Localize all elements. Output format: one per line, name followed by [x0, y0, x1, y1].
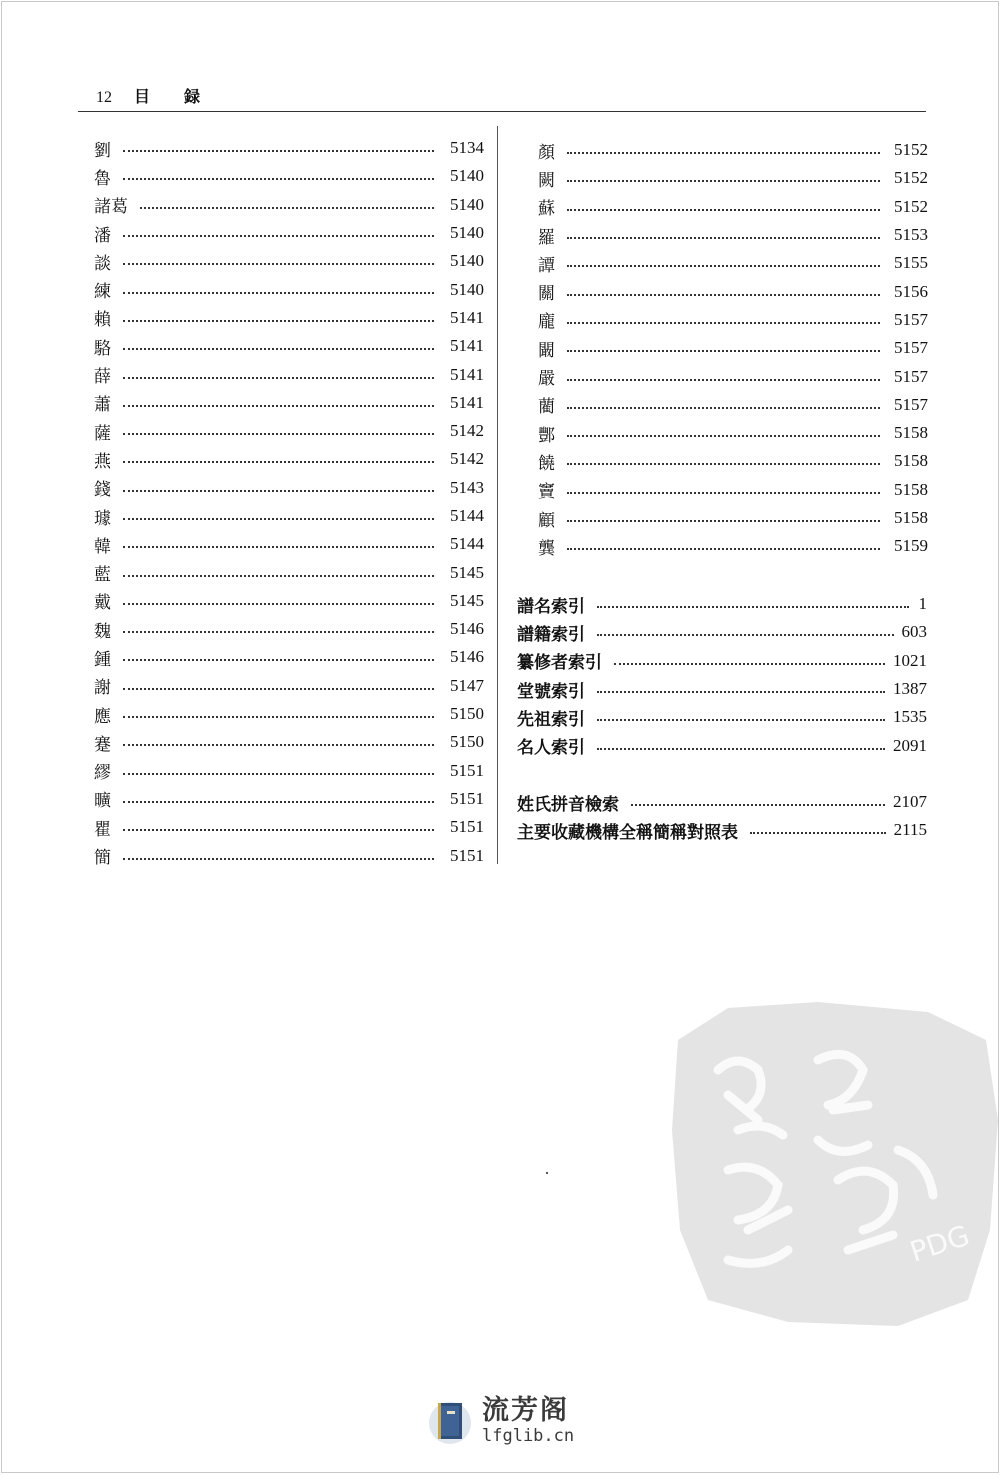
entry-name: 戴 — [94, 593, 111, 614]
pdg-watermark-stamp — [668, 1000, 1002, 1330]
toc-entry[interactable] — [517, 618, 927, 646]
footer-logo[interactable] — [428, 1394, 574, 1448]
entry-page-number: 5157 — [894, 394, 928, 414]
entry-name: 顧 — [538, 510, 555, 531]
toc-entry[interactable] — [538, 532, 928, 560]
entry-name: 薩 — [94, 423, 111, 444]
entry-name: 先祖索引 — [517, 709, 585, 730]
column-divider — [497, 126, 498, 864]
toc-entry[interactable] — [94, 672, 484, 700]
dot-leader — [123, 829, 434, 831]
entry-page-number: 2091 — [893, 735, 927, 755]
toc-entry[interactable] — [94, 247, 484, 275]
entry-name: 魏 — [94, 621, 111, 642]
toc-entry[interactable] — [538, 306, 928, 334]
toc-entry[interactable] — [538, 362, 928, 390]
entry-page-number: 5142 — [450, 421, 484, 441]
dot-leader — [567, 463, 880, 465]
dot-leader — [567, 520, 880, 522]
appendix-list — [517, 788, 927, 845]
toc-entry[interactable] — [538, 193, 928, 221]
entry-name: 藍 — [94, 565, 111, 586]
page-number: 12 — [96, 89, 112, 106]
entry-name: 潘 — [94, 225, 111, 246]
dot-leader — [567, 265, 880, 267]
toc-entry[interactable] — [94, 615, 484, 643]
entry-name: 鍾 — [94, 649, 111, 670]
toc-entry[interactable] — [94, 191, 484, 219]
entry-name: 謝 — [94, 678, 111, 699]
entry-page-number: 1 — [918, 594, 927, 614]
toc-entry[interactable] — [517, 703, 927, 731]
entry-page-number: 5144 — [450, 534, 484, 554]
dot-leader — [123, 292, 434, 294]
toc-entry[interactable] — [94, 389, 484, 417]
toc-entry[interactable] — [94, 275, 484, 303]
dot-leader — [123, 518, 434, 520]
dot-leader — [567, 294, 880, 296]
entry-page-number: 5140 — [450, 194, 484, 214]
entry-name: 譜籍索引 — [517, 624, 585, 645]
page-title-char-2: 録 — [184, 87, 201, 106]
entry-page-number: 5152 — [894, 168, 928, 188]
toc-entry[interactable] — [94, 785, 484, 813]
dot-leader — [123, 377, 434, 379]
entry-page-number: 2107 — [893, 792, 927, 812]
dot-leader — [123, 688, 434, 690]
entry-page-number: 5152 — [894, 140, 928, 160]
toc-entry[interactable] — [94, 474, 484, 502]
toc-entry[interactable] — [517, 675, 927, 703]
entry-page-number: 5146 — [450, 619, 484, 639]
entry-name: 曠 — [94, 791, 111, 812]
entry-page-number: 5151 — [450, 788, 484, 808]
entry-page-number: 5146 — [450, 647, 484, 667]
entry-page-number: 5153 — [894, 225, 928, 245]
toc-entry[interactable] — [94, 558, 484, 586]
entry-page-number: 5140 — [450, 279, 484, 299]
entry-name: 譚 — [538, 255, 555, 276]
dot-leader — [123, 631, 434, 633]
dot-leader — [567, 322, 880, 324]
book-icon — [428, 1397, 472, 1445]
logo-url[interactable]: lfglib.cn — [482, 1426, 575, 1446]
watermark-pdg-text: PDG — [905, 1218, 974, 1269]
toc-left-column — [94, 134, 484, 870]
entry-name: 龔 — [538, 538, 555, 559]
dot-leader — [123, 603, 434, 605]
entry-page-number: 5158 — [894, 451, 928, 471]
entry-page-number: 5147 — [450, 675, 484, 695]
toc-entry[interactable] — [538, 277, 928, 305]
entry-name: 賴 — [94, 310, 111, 331]
entry-page-number: 5150 — [450, 704, 484, 724]
dot-leader — [123, 490, 434, 492]
entry-page-number: 5159 — [894, 536, 928, 556]
dot-leader — [567, 492, 880, 494]
entry-name: 酆 — [538, 425, 555, 446]
entry-name: 堂號索引 — [517, 681, 585, 702]
toc-entry[interactable] — [538, 221, 928, 249]
toc-entry[interactable] — [538, 391, 928, 419]
toc-entry[interactable] — [94, 134, 484, 162]
entry-page-number: 5140 — [450, 166, 484, 186]
entry-name: 關 — [538, 284, 555, 305]
dot-leader — [123, 801, 434, 803]
toc-entry[interactable] — [538, 249, 928, 277]
entry-name: 駱 — [94, 338, 111, 359]
entry-name: 譜名索引 — [517, 596, 585, 617]
dot-leader — [567, 209, 880, 211]
toc-entry[interactable] — [538, 164, 928, 192]
page-header — [96, 84, 200, 108]
entry-page-number: 5141 — [450, 336, 484, 356]
scan-speck — [546, 1172, 548, 1174]
toc-entry[interactable] — [517, 788, 927, 816]
dot-leader — [123, 405, 434, 407]
entry-name: 韓 — [94, 536, 111, 557]
toc-right-column — [538, 136, 928, 560]
entry-name: 竇 — [538, 482, 555, 503]
toc-entry[interactable] — [94, 360, 484, 388]
entry-page-number: 5140 — [450, 223, 484, 243]
logo-name: 流芳阁 — [482, 1395, 569, 1426]
entry-name: 主要收藏機構全稱簡稱對照表 — [517, 822, 738, 843]
dot-leader — [614, 663, 885, 665]
dot-leader — [631, 804, 885, 806]
entry-name: 練 — [94, 282, 111, 303]
entry-page-number: 5142 — [450, 449, 484, 469]
entry-name: 纂修者索引 — [517, 653, 602, 674]
dot-leader — [567, 548, 880, 550]
entry-name: 闕 — [538, 170, 555, 191]
dot-leader — [123, 744, 434, 746]
toc-entry[interactable] — [94, 445, 484, 473]
dot-leader — [597, 748, 885, 750]
entry-name: 顏 — [538, 142, 555, 163]
dot-leader — [597, 719, 885, 721]
entry-name: 劉 — [94, 140, 111, 161]
dot-leader — [123, 461, 434, 463]
entry-page-number: 5150 — [450, 732, 484, 752]
toc-entry[interactable] — [517, 647, 927, 675]
toc-entry[interactable] — [94, 219, 484, 247]
toc-entry[interactable] — [94, 530, 484, 558]
entry-page-number: 5158 — [894, 508, 928, 527]
entry-name: 諸葛 — [94, 197, 128, 218]
dot-leader — [567, 379, 880, 381]
dot-leader — [123, 433, 434, 435]
toc-entry[interactable] — [538, 476, 928, 504]
entry-page-number: 1021 — [893, 650, 927, 670]
toc-entry[interactable] — [517, 590, 927, 618]
dot-leader — [597, 634, 894, 636]
entry-name: 魯 — [94, 168, 111, 189]
toc-entry[interactable] — [538, 419, 928, 447]
entry-name: 蕭 — [94, 395, 111, 416]
entry-page-number: 1387 — [893, 679, 927, 699]
dot-leader — [123, 773, 434, 775]
entry-page-number: 5140 — [450, 251, 484, 271]
dot-leader — [567, 237, 880, 239]
toc-entry[interactable] — [538, 334, 928, 362]
entry-page-number: 5134 — [450, 138, 484, 158]
entry-name: 薛 — [94, 367, 111, 388]
toc-entry[interactable] — [94, 417, 484, 445]
dot-leader — [123, 716, 434, 718]
entry-page-number: 5155 — [894, 253, 928, 273]
dot-leader — [123, 546, 434, 548]
entry-name: 談 — [94, 253, 111, 274]
entry-name: 蘇 — [538, 199, 555, 220]
entry-page-number: 5141 — [450, 392, 484, 412]
entry-name: 燕 — [94, 451, 111, 472]
toc-entry[interactable] — [94, 700, 484, 728]
dot-leader — [123, 659, 434, 661]
entry-page-number: 5156 — [894, 281, 928, 301]
toc-entry[interactable] — [94, 841, 484, 869]
entry-name: 璩 — [94, 508, 111, 529]
toc-entry[interactable] — [538, 136, 928, 164]
entry-page-number: 5151 — [450, 817, 484, 837]
dot-leader — [567, 407, 880, 409]
toc-entry[interactable] — [538, 447, 928, 475]
entry-page-number: 5158 — [894, 479, 928, 499]
entry-page-number: 5157 — [894, 309, 928, 329]
entry-name: 龐 — [538, 312, 555, 333]
entry-page-number: 5145 — [450, 562, 484, 582]
dot-leader — [123, 320, 434, 322]
header-rule — [78, 111, 926, 112]
entry-name: 藺 — [538, 397, 555, 418]
entry-name: 姓氏拼音檢索 — [517, 794, 619, 815]
entry-page-number: 5152 — [894, 196, 928, 216]
entry-page-number: 5145 — [450, 590, 484, 610]
entry-name: 名人索引 — [517, 738, 585, 759]
entry-name: 闞 — [538, 340, 555, 361]
entry-page-number: 5151 — [450, 845, 484, 865]
entry-page-number: 5141 — [450, 364, 484, 384]
entry-name: 嚴 — [538, 369, 555, 390]
entry-page-number: 5151 — [450, 760, 484, 780]
dot-leader — [123, 150, 434, 152]
page-title-char-1: 目 — [134, 87, 151, 106]
dot-leader — [597, 606, 909, 608]
entry-page-number: 603 — [901, 622, 927, 642]
entry-name: 羅 — [538, 227, 555, 248]
entry-page-number: 1535 — [893, 707, 927, 727]
toc-entry[interactable] — [94, 332, 484, 360]
toc-entry[interactable] — [517, 731, 927, 759]
toc-entry[interactable] — [94, 813, 484, 841]
entry-page-number: 2115 — [893, 820, 927, 840]
entry-name: 瞿 — [94, 819, 111, 840]
dot-leader — [140, 207, 434, 209]
toc-entry[interactable] — [94, 587, 484, 615]
entry-name: 蹇 — [94, 734, 111, 755]
dot-leader — [123, 348, 434, 350]
dot-leader — [597, 691, 885, 693]
dot-leader — [567, 152, 880, 154]
dot-leader — [750, 832, 886, 834]
index-list — [517, 590, 927, 760]
entry-name: 饒 — [538, 453, 555, 474]
entry-page-number: 5157 — [894, 338, 928, 358]
entry-page-number: 5144 — [450, 506, 484, 525]
toc-entry[interactable] — [94, 162, 484, 190]
entry-name: 繆 — [94, 763, 111, 784]
dot-leader — [123, 235, 434, 237]
entry-page-number: 5141 — [450, 307, 484, 327]
dot-leader — [123, 858, 434, 860]
toc-entry[interactable] — [94, 502, 484, 530]
entry-name: 簡 — [94, 848, 111, 869]
dot-leader — [567, 435, 880, 437]
dot-leader — [123, 178, 434, 180]
entry-name: 錢 — [94, 480, 111, 501]
toc-entry[interactable] — [94, 643, 484, 671]
toc-entry[interactable] — [94, 757, 484, 785]
entry-page-number: 5158 — [894, 423, 928, 443]
toc-entry[interactable] — [538, 504, 928, 532]
entry-name: 應 — [94, 706, 111, 727]
entry-page-number: 5143 — [450, 477, 484, 497]
dot-leader — [567, 180, 880, 182]
toc-entry[interactable] — [94, 304, 484, 332]
entry-page-number: 5157 — [894, 366, 928, 386]
dot-leader — [567, 350, 880, 352]
dot-leader — [123, 263, 434, 265]
toc-entry[interactable] — [94, 728, 484, 756]
toc-entry[interactable] — [517, 816, 927, 844]
dot-leader — [123, 575, 434, 577]
